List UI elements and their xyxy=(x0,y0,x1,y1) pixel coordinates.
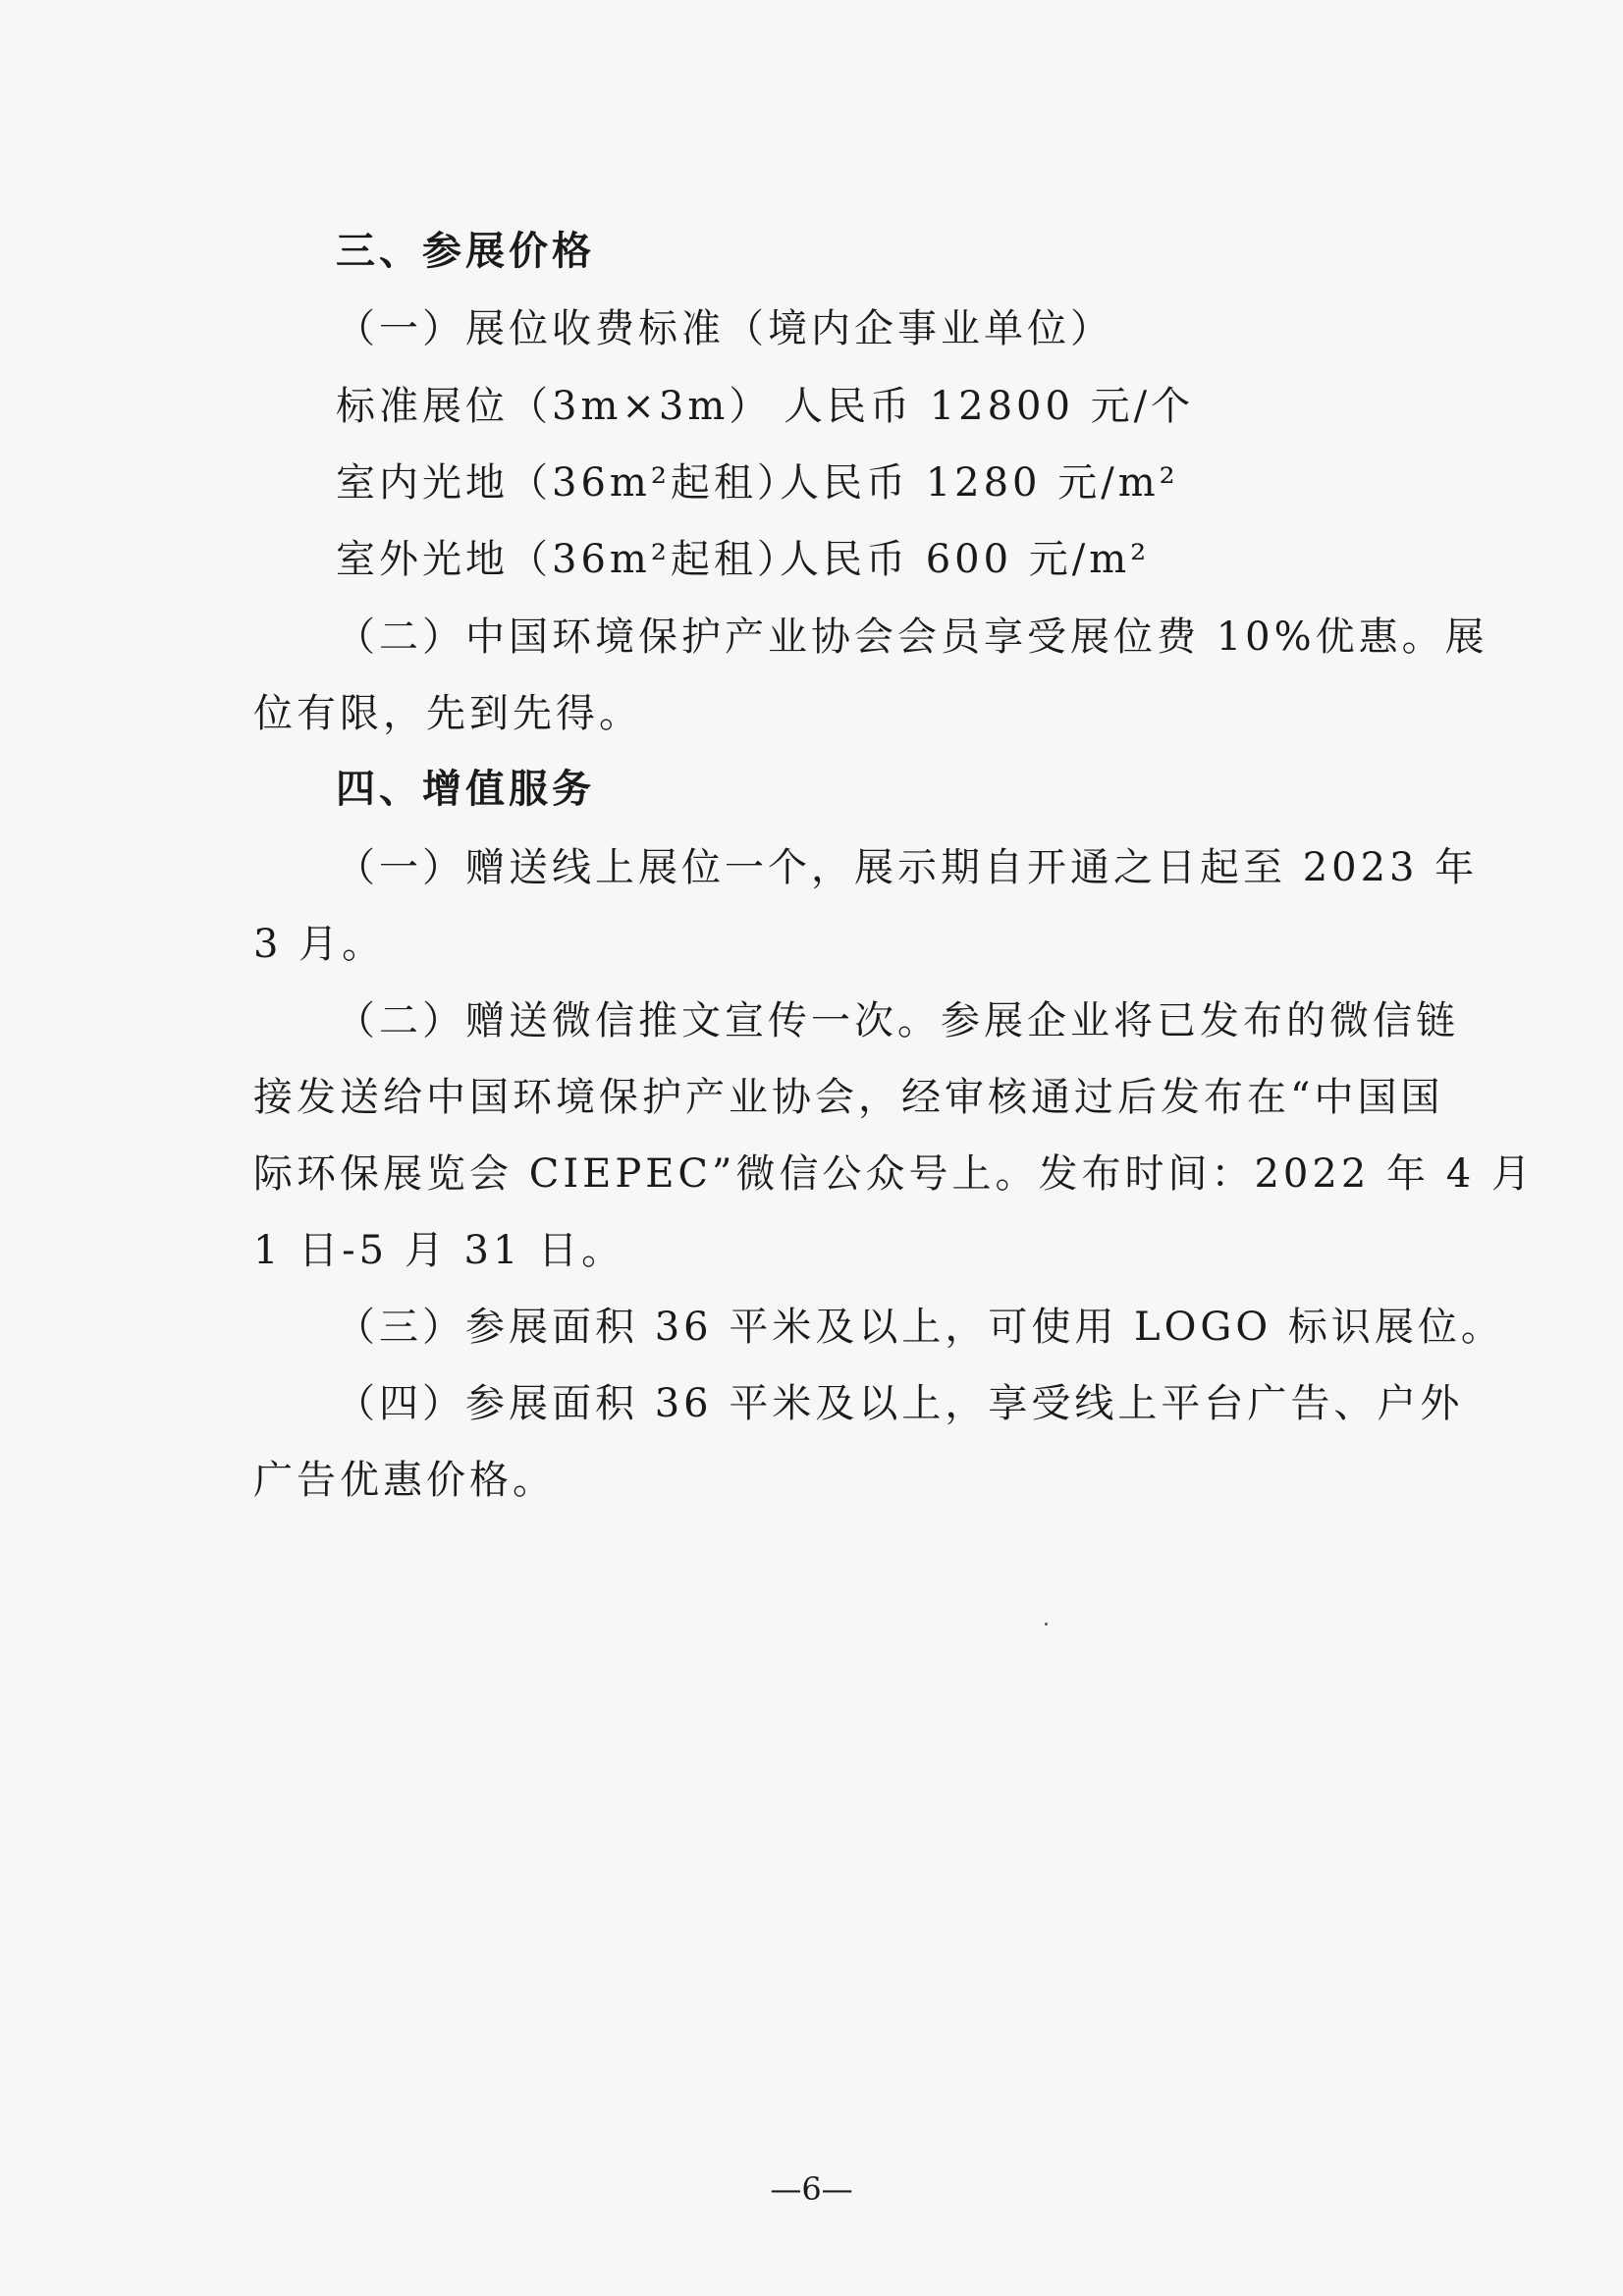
price-row-outdoor-space-price: 人民币 600 元/m² xyxy=(780,537,1151,582)
member-discount-line-2: 位有限，先到先得。 xyxy=(253,691,642,736)
price-row-standard-booth-item: 标准展位（3m×3m） xyxy=(336,384,773,429)
wechat-promo-line-4: 1 日-5 月 31 日。 xyxy=(253,1228,625,1273)
ad-discount-line-1: （四）参展面积 36 平米及以上，享受线上平台广告、户外 xyxy=(336,1381,1464,1426)
wechat-promo-line-1: （二）赠送微信推文宣传一次。参展企业将已发布的微信链 xyxy=(336,998,1459,1043)
page-number: —6— xyxy=(770,2170,853,2208)
section-4-heading: 四、增值服务 xyxy=(336,767,595,812)
ad-discount-line-2: 广告优惠价格。 xyxy=(253,1458,556,1503)
online-booth-line-1: （一）赠送线上展位一个，展示期自开通之日起至 2023 年 xyxy=(336,845,1479,890)
member-discount-line-1: （二）中国环境保护产业协会会员享受展位费 10%优惠。展 xyxy=(336,614,1488,660)
logo-booth-line-1: （三）参展面积 36 平米及以上，可使用 LOGO 标识展位。 xyxy=(336,1305,1504,1350)
fee-standard-title: （一）展位收费标准（境内企事业单位） xyxy=(336,306,1113,351)
price-row-outdoor-space-item: 室外光地（36m²起租） xyxy=(336,537,800,582)
price-row-indoor-space-price: 人民币 1280 元/m² xyxy=(780,460,1179,506)
price-row-standard-booth-price: 人民币 12800 元/个 xyxy=(784,384,1195,429)
price-row-indoor-space-item: 室内光地（36m²起租） xyxy=(336,460,800,506)
section-3-heading: 三、参展价格 xyxy=(336,229,595,274)
online-booth-line-2: 3 月。 xyxy=(253,922,386,967)
wechat-promo-line-2: 接发送给中国环境保护产业协会，经审核通过后发布在“中国国 xyxy=(253,1075,1444,1120)
wechat-promo-line-3: 际环保展览会 CIEPEC”微信公众号上。发布时间：2022 年 4 月 xyxy=(253,1151,1535,1197)
scan-speck xyxy=(1045,1623,1048,1626)
